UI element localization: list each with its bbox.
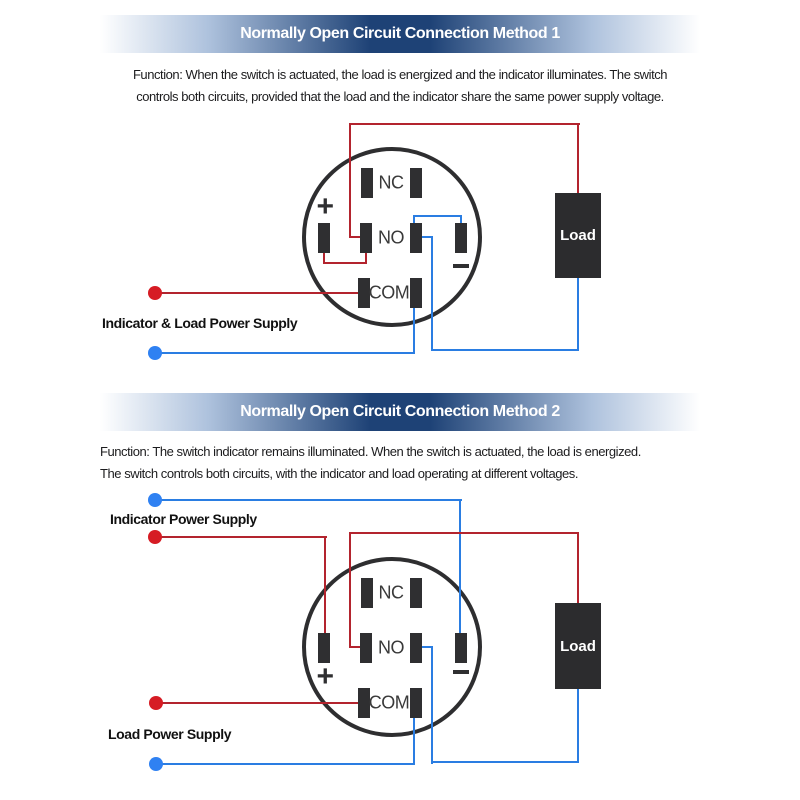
method-1-terminal-pin (455, 223, 467, 253)
method-1-title-banner (100, 15, 700, 53)
function-line: controls both circuits, provided that the load and the indicator share the same power supply voltage. (136, 89, 664, 104)
method-2-blue-supply-dot (148, 493, 162, 507)
method-2-red-wire-segment (324, 536, 326, 634)
method-2-blue-wire-segment (155, 499, 462, 501)
method-2-blue-wire-segment (459, 499, 461, 634)
indicator-load-power-supply-label: Indicator & Load Power Supply (102, 315, 298, 331)
method-1-load-block: Load (555, 193, 601, 278)
method-2-blue-supply-dot (149, 757, 163, 771)
function-line: Function: The switch indicator remains illuminated. When the switch is actuated, the load is energized. (100, 444, 641, 459)
method-2-terminal-pin (360, 633, 372, 663)
method-1-terminal-pin (360, 223, 372, 253)
method-1-terminal-pin (410, 223, 422, 253)
method-1-plus-symbol: + (316, 190, 334, 223)
method-2-red-supply-dot (149, 696, 163, 710)
method-1-terminal-label-com: COM (368, 282, 410, 303)
method-1-terminal-pin (410, 168, 422, 198)
method-2-red-wire-segment (349, 532, 579, 534)
method-2-blue-wire-segment (431, 761, 579, 763)
load-power-supply-label: Load Power Supply (108, 726, 232, 742)
method-1-terminal-pin (410, 278, 422, 308)
method-1-title: Normally Open Circuit Connection Method 1 (240, 25, 560, 42)
method-2-load-block: Load (555, 603, 601, 689)
method-2-terminal-label-com: COM (368, 692, 410, 713)
method-2-red-supply-dot (148, 530, 162, 544)
method-1-terminal-label-nc: NC (378, 172, 404, 193)
function-line: The switch controls both circuits, with the indicator and load operating at different voltages. (100, 466, 579, 481)
method-2-function-description (100, 441, 740, 485)
method-1-red-wire-segment (323, 262, 367, 264)
method-1-red-wire-segment (349, 123, 580, 125)
method-1-blue-supply-dot (148, 346, 162, 360)
method-2-red-wire-segment (349, 532, 351, 648)
method-2-terminal-pin (361, 578, 373, 608)
method-1-terminal-label-no: NO (378, 227, 404, 248)
method-1-terminal-pin (318, 223, 330, 253)
method-2-title-banner (100, 393, 700, 431)
method-1-red-wire-segment (349, 123, 351, 238)
method-1-blue-wire-segment (577, 277, 579, 351)
method-2-terminal-pin (410, 578, 422, 608)
method-1-red-wire-segment (365, 252, 367, 264)
method-2-terminal-label-no: NO (378, 637, 404, 658)
method-2-blue-wire-segment (413, 717, 415, 765)
method-2-red-wire-segment (155, 536, 327, 538)
method-1-blue-wire-segment (155, 352, 415, 354)
method-1-blue-wire-segment (431, 349, 579, 351)
method-2-blue-wire-segment (577, 689, 579, 763)
indicator-power-supply-label: Indicator Power Supply (110, 511, 257, 527)
method-2-red-wire-segment (577, 532, 579, 604)
method-2-minus-symbol (453, 670, 469, 674)
method-1-blue-wire-segment (413, 215, 462, 217)
method-2-terminal-label-nc: NC (378, 582, 404, 603)
method-1-terminal-pin (361, 168, 373, 198)
method-1-red-supply-dot (148, 286, 162, 300)
method-2-title: Normally Open Circuit Connection Method 2 (240, 403, 560, 420)
function-line: Function: When the switch is actuated, the load is energized and the indicator illuminates. The switch (132, 67, 668, 82)
method-1-blue-wire-segment (413, 307, 415, 354)
method-2-blue-wire-segment (155, 763, 415, 765)
method-1-red-wire-segment (155, 292, 363, 294)
method-2-terminal-pin (318, 633, 330, 663)
method-2-terminal-pin (410, 688, 422, 718)
method-1-minus-symbol (453, 264, 469, 268)
method-2-plus-symbol: + (316, 660, 334, 693)
method-2-terminal-pin (455, 633, 467, 663)
method-1-red-wire-segment (577, 123, 579, 195)
method-2-terminal-pin (410, 633, 422, 663)
method-2-red-wire-segment (155, 702, 363, 704)
method-1-blue-wire-segment (431, 236, 433, 351)
method-2-blue-wire-segment (431, 646, 433, 764)
method-1-function-description (90, 64, 710, 108)
